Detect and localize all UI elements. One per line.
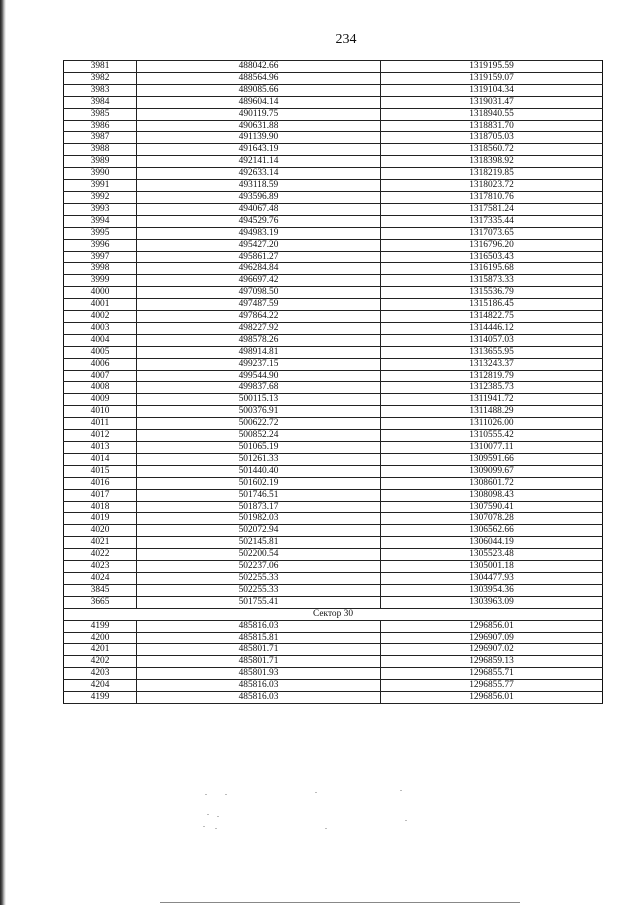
point-number-cell: 3998 bbox=[64, 263, 137, 275]
y-coordinate-cell: 1296856.01 bbox=[381, 620, 603, 632]
table-row bbox=[64, 513, 603, 525]
y-coordinate-cell: 1305001.18 bbox=[381, 561, 603, 573]
table-row bbox=[64, 84, 603, 96]
point-number-cell: 4019 bbox=[64, 513, 137, 525]
table-row bbox=[64, 108, 603, 120]
table-row bbox=[64, 656, 603, 668]
y-coordinate-cell: 1296855.71 bbox=[381, 668, 603, 680]
table-row bbox=[64, 584, 603, 596]
table-row bbox=[64, 596, 603, 608]
x-coordinate-cell: 494529.76 bbox=[137, 215, 381, 227]
table-row bbox=[64, 453, 603, 465]
table-row bbox=[64, 358, 603, 370]
point-number-cell: 3991 bbox=[64, 180, 137, 192]
point-number-cell: 4020 bbox=[64, 525, 137, 537]
table-row bbox=[64, 61, 603, 73]
page-bottom-edge bbox=[160, 902, 520, 903]
y-coordinate-cell: 1315536.79 bbox=[381, 287, 603, 299]
point-number-cell: 4203 bbox=[64, 668, 137, 680]
point-number-cell: 3988 bbox=[64, 144, 137, 156]
point-number-cell: 4017 bbox=[64, 489, 137, 501]
x-coordinate-cell: 497098.50 bbox=[137, 287, 381, 299]
x-coordinate-cell: 495427.20 bbox=[137, 239, 381, 251]
table-row bbox=[64, 144, 603, 156]
y-coordinate-cell: 1310077.11 bbox=[381, 442, 603, 454]
sector-label: Сектор 30 bbox=[64, 608, 603, 620]
point-number-cell: 4018 bbox=[64, 501, 137, 513]
x-coordinate-cell: 501746.51 bbox=[137, 489, 381, 501]
y-coordinate-cell: 1305523.48 bbox=[381, 549, 603, 561]
y-coordinate-cell: 1317810.76 bbox=[381, 191, 603, 203]
x-coordinate-cell: 502255.33 bbox=[137, 572, 381, 584]
y-coordinate-cell: 1319104.34 bbox=[381, 84, 603, 96]
table-row bbox=[64, 263, 603, 275]
y-coordinate-cell: 1318560.72 bbox=[381, 144, 603, 156]
table-row bbox=[64, 299, 603, 311]
point-number-cell: 3985 bbox=[64, 108, 137, 120]
table-row bbox=[64, 644, 603, 656]
point-number-cell: 4200 bbox=[64, 632, 137, 644]
point-number-cell: 3982 bbox=[64, 72, 137, 84]
y-coordinate-cell: 1304477.93 bbox=[381, 572, 603, 584]
table-row bbox=[64, 251, 603, 263]
y-coordinate-cell: 1316796.20 bbox=[381, 239, 603, 251]
x-coordinate-cell: 501755.41 bbox=[137, 596, 381, 608]
point-number-cell: 3987 bbox=[64, 132, 137, 144]
y-coordinate-cell: 1314822.75 bbox=[381, 311, 603, 323]
table-row bbox=[64, 370, 603, 382]
point-number-cell: 3981 bbox=[64, 61, 137, 73]
table-row bbox=[64, 561, 603, 573]
y-coordinate-cell: 1311488.29 bbox=[381, 406, 603, 418]
point-number-cell: 4022 bbox=[64, 549, 137, 561]
x-coordinate-cell: 490631.88 bbox=[137, 120, 381, 132]
y-coordinate-cell: 1318398.92 bbox=[381, 156, 603, 168]
point-number-cell: 4005 bbox=[64, 346, 137, 358]
point-number-cell: 4199 bbox=[64, 620, 137, 632]
y-coordinate-cell: 1308098.43 bbox=[381, 489, 603, 501]
y-coordinate-cell: 1296907.09 bbox=[381, 632, 603, 644]
x-coordinate-cell: 490119.75 bbox=[137, 108, 381, 120]
x-coordinate-cell: 489085.66 bbox=[137, 84, 381, 96]
table-row bbox=[64, 180, 603, 192]
point-number-cell: 3845 bbox=[64, 584, 137, 596]
x-coordinate-cell: 492633.14 bbox=[137, 168, 381, 180]
point-number-cell: 3993 bbox=[64, 203, 137, 215]
table-row bbox=[64, 442, 603, 454]
table-row bbox=[64, 620, 603, 632]
table-row bbox=[64, 275, 603, 287]
x-coordinate-cell: 485801.71 bbox=[137, 644, 381, 656]
point-number-cell: 4199 bbox=[64, 692, 137, 704]
y-coordinate-cell: 1296907.02 bbox=[381, 644, 603, 656]
point-number-cell: 4014 bbox=[64, 453, 137, 465]
point-number-cell: 4023 bbox=[64, 561, 137, 573]
table-row bbox=[64, 227, 603, 239]
y-coordinate-cell: 1319031.47 bbox=[381, 96, 603, 108]
point-number-cell: 4004 bbox=[64, 334, 137, 346]
x-coordinate-cell: 500852.24 bbox=[137, 430, 381, 442]
point-number-cell: 3986 bbox=[64, 120, 137, 132]
table-row bbox=[64, 501, 603, 513]
x-coordinate-cell: 491643.19 bbox=[137, 144, 381, 156]
y-coordinate-cell: 1315873.33 bbox=[381, 275, 603, 287]
y-coordinate-cell: 1318831.70 bbox=[381, 120, 603, 132]
x-coordinate-cell: 501440.40 bbox=[137, 465, 381, 477]
table-row bbox=[64, 430, 603, 442]
point-number-cell: 4009 bbox=[64, 394, 137, 406]
y-coordinate-cell: 1318023.72 bbox=[381, 180, 603, 192]
x-coordinate-cell: 502072.94 bbox=[137, 525, 381, 537]
x-coordinate-cell: 488564.96 bbox=[137, 72, 381, 84]
page-scan-edge bbox=[0, 0, 6, 905]
point-number-cell: 4021 bbox=[64, 537, 137, 549]
y-coordinate-cell: 1317581.24 bbox=[381, 203, 603, 215]
y-coordinate-cell: 1310555.42 bbox=[381, 430, 603, 442]
x-coordinate-cell: 502255.33 bbox=[137, 584, 381, 596]
point-number-cell: 4015 bbox=[64, 465, 137, 477]
table-row bbox=[64, 394, 603, 406]
y-coordinate-cell: 1313243.37 bbox=[381, 358, 603, 370]
y-coordinate-cell: 1309099.67 bbox=[381, 465, 603, 477]
table-row bbox=[64, 477, 603, 489]
point-number-cell: 3994 bbox=[64, 215, 137, 227]
table-row bbox=[64, 572, 603, 584]
point-number-cell: 3999 bbox=[64, 275, 137, 287]
x-coordinate-cell: 493118.59 bbox=[137, 180, 381, 192]
x-coordinate-cell: 493596.89 bbox=[137, 191, 381, 203]
table-row bbox=[64, 120, 603, 132]
x-coordinate-cell: 501602.19 bbox=[137, 477, 381, 489]
y-coordinate-cell: 1312819.79 bbox=[381, 370, 603, 382]
x-coordinate-cell: 492141.14 bbox=[137, 156, 381, 168]
table-row bbox=[64, 632, 603, 644]
x-coordinate-cell: 498914.81 bbox=[137, 346, 381, 358]
point-number-cell: 4006 bbox=[64, 358, 137, 370]
table-row bbox=[64, 525, 603, 537]
point-number-cell: 3984 bbox=[64, 96, 137, 108]
point-number-cell: 4007 bbox=[64, 370, 137, 382]
table-row bbox=[64, 168, 603, 180]
x-coordinate-cell: 485815.81 bbox=[137, 632, 381, 644]
point-number-cell: 4013 bbox=[64, 442, 137, 454]
x-coordinate-cell: 501261.33 bbox=[137, 453, 381, 465]
table-row bbox=[64, 203, 603, 215]
y-coordinate-cell: 1296856.01 bbox=[381, 692, 603, 704]
point-number-cell: 3990 bbox=[64, 168, 137, 180]
point-number-cell: 3997 bbox=[64, 251, 137, 263]
table-row bbox=[64, 96, 603, 108]
table-row bbox=[64, 668, 603, 680]
x-coordinate-cell: 502200.54 bbox=[137, 549, 381, 561]
point-number-cell: 4001 bbox=[64, 299, 137, 311]
y-coordinate-cell: 1314057.03 bbox=[381, 334, 603, 346]
x-coordinate-cell: 494067.48 bbox=[137, 203, 381, 215]
table-row bbox=[64, 191, 603, 203]
y-coordinate-cell: 1308601.72 bbox=[381, 477, 603, 489]
table-row bbox=[64, 239, 603, 251]
point-number-cell: 3992 bbox=[64, 191, 137, 203]
x-coordinate-cell: 485801.71 bbox=[137, 656, 381, 668]
table-row bbox=[64, 382, 603, 394]
x-coordinate-cell: 499837.68 bbox=[137, 382, 381, 394]
y-coordinate-cell: 1296859.13 bbox=[381, 656, 603, 668]
y-coordinate-cell: 1318705.03 bbox=[381, 132, 603, 144]
y-coordinate-cell: 1311026.00 bbox=[381, 418, 603, 430]
table-row bbox=[64, 346, 603, 358]
y-coordinate-cell: 1315186.45 bbox=[381, 299, 603, 311]
x-coordinate-cell: 502237.06 bbox=[137, 561, 381, 573]
table-row bbox=[64, 680, 603, 692]
x-coordinate-cell: 485816.03 bbox=[137, 680, 381, 692]
y-coordinate-cell: 1307590.41 bbox=[381, 501, 603, 513]
y-coordinate-cell: 1311941.72 bbox=[381, 394, 603, 406]
point-number-cell: 3983 bbox=[64, 84, 137, 96]
point-number-cell: 4204 bbox=[64, 680, 137, 692]
y-coordinate-cell: 1317073.65 bbox=[381, 227, 603, 239]
y-coordinate-cell: 1303954.36 bbox=[381, 584, 603, 596]
table-row bbox=[64, 334, 603, 346]
y-coordinate-cell: 1307078.28 bbox=[381, 513, 603, 525]
x-coordinate-cell: 485816.03 bbox=[137, 620, 381, 632]
x-coordinate-cell: 497864.22 bbox=[137, 311, 381, 323]
y-coordinate-cell: 1303963.09 bbox=[381, 596, 603, 608]
point-number-cell: 4002 bbox=[64, 311, 137, 323]
y-coordinate-cell: 1306044.19 bbox=[381, 537, 603, 549]
y-coordinate-cell: 1316195.68 bbox=[381, 263, 603, 275]
x-coordinate-cell: 498227.92 bbox=[137, 322, 381, 334]
x-coordinate-cell: 499237.15 bbox=[137, 358, 381, 370]
x-coordinate-cell: 495861.27 bbox=[137, 251, 381, 263]
coordinates-table-body bbox=[64, 61, 603, 704]
x-coordinate-cell: 499544.90 bbox=[137, 370, 381, 382]
y-coordinate-cell: 1319159.07 bbox=[381, 72, 603, 84]
x-coordinate-cell: 491139.90 bbox=[137, 132, 381, 144]
y-coordinate-cell: 1296855.77 bbox=[381, 680, 603, 692]
point-number-cell: 4008 bbox=[64, 382, 137, 394]
y-coordinate-cell: 1314446.12 bbox=[381, 322, 603, 334]
point-number-cell: 3996 bbox=[64, 239, 137, 251]
x-coordinate-cell: 498578.26 bbox=[137, 334, 381, 346]
y-coordinate-cell: 1319195.59 bbox=[381, 61, 603, 73]
table-row bbox=[64, 287, 603, 299]
scan-noise bbox=[195, 790, 435, 840]
point-number-cell: 4011 bbox=[64, 418, 137, 430]
x-coordinate-cell: 489604.14 bbox=[137, 96, 381, 108]
y-coordinate-cell: 1318940.55 bbox=[381, 108, 603, 120]
table-row bbox=[64, 215, 603, 227]
table-row bbox=[64, 418, 603, 430]
point-number-cell: 3665 bbox=[64, 596, 137, 608]
table-row bbox=[64, 465, 603, 477]
table-row bbox=[64, 311, 603, 323]
x-coordinate-cell: 497487.59 bbox=[137, 299, 381, 311]
x-coordinate-cell: 501982.03 bbox=[137, 513, 381, 525]
y-coordinate-cell: 1313655.95 bbox=[381, 346, 603, 358]
table-row bbox=[64, 72, 603, 84]
point-number-cell: 4202 bbox=[64, 656, 137, 668]
table-row bbox=[64, 549, 603, 561]
x-coordinate-cell: 500376.91 bbox=[137, 406, 381, 418]
y-coordinate-cell: 1318219.85 bbox=[381, 168, 603, 180]
point-number-cell: 4003 bbox=[64, 322, 137, 334]
x-coordinate-cell: 501873.17 bbox=[137, 501, 381, 513]
x-coordinate-cell: 502145.81 bbox=[137, 537, 381, 549]
table-row bbox=[64, 156, 603, 168]
x-coordinate-cell: 496697.42 bbox=[137, 275, 381, 287]
table-row bbox=[64, 406, 603, 418]
point-number-cell: 4000 bbox=[64, 287, 137, 299]
coordinates-table bbox=[63, 60, 603, 704]
y-coordinate-cell: 1309591.66 bbox=[381, 453, 603, 465]
point-number-cell: 4016 bbox=[64, 477, 137, 489]
x-coordinate-cell: 496284.84 bbox=[137, 263, 381, 275]
x-coordinate-cell: 501065.19 bbox=[137, 442, 381, 454]
table-row bbox=[64, 322, 603, 334]
table-row bbox=[64, 489, 603, 501]
y-coordinate-cell: 1312385.73 bbox=[381, 382, 603, 394]
point-number-cell: 4010 bbox=[64, 406, 137, 418]
x-coordinate-cell: 500622.72 bbox=[137, 418, 381, 430]
x-coordinate-cell: 485801.93 bbox=[137, 668, 381, 680]
point-number-cell: 4024 bbox=[64, 572, 137, 584]
table-row bbox=[64, 692, 603, 704]
page-number: 234 bbox=[335, 32, 357, 47]
point-number-cell: 3995 bbox=[64, 227, 137, 239]
y-coordinate-cell: 1316503.43 bbox=[381, 251, 603, 263]
point-number-cell: 4012 bbox=[64, 430, 137, 442]
sector-header-row bbox=[64, 608, 603, 620]
x-coordinate-cell: 494983.19 bbox=[137, 227, 381, 239]
x-coordinate-cell: 500115.13 bbox=[137, 394, 381, 406]
table-row bbox=[64, 537, 603, 549]
point-number-cell: 4201 bbox=[64, 644, 137, 656]
point-number-cell: 3989 bbox=[64, 156, 137, 168]
x-coordinate-cell: 488042.66 bbox=[137, 61, 381, 73]
y-coordinate-cell: 1306562.66 bbox=[381, 525, 603, 537]
y-coordinate-cell: 1317335.44 bbox=[381, 215, 603, 227]
table-row bbox=[64, 132, 603, 144]
x-coordinate-cell: 485816.03 bbox=[137, 692, 381, 704]
